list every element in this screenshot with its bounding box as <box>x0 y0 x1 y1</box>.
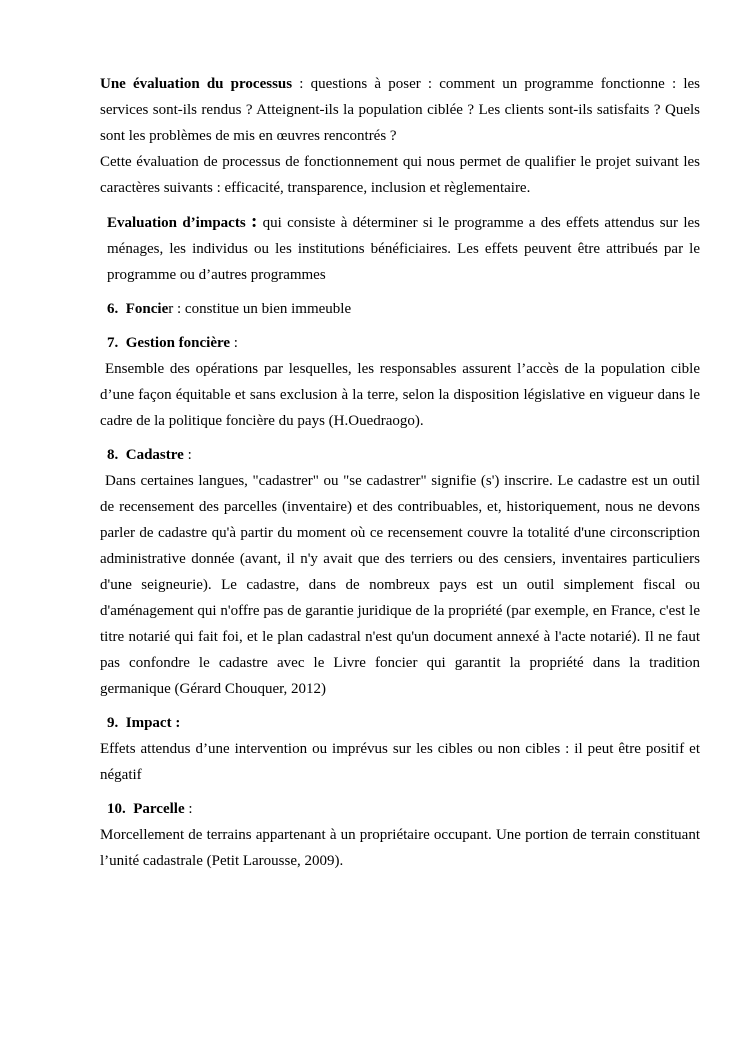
text-run: Effets attendus d’une intervention ou imprévus sur les cibles ou non cibles : il peut être positif et négatif <box>100 741 700 783</box>
text-run: Ensemble des opérations par lesquelles, les responsables assurent l’accès de la population cible d’une façon équitable et sans exclusion à la terre, selon la disposition législative en vigueur dans le cadre de la politique foncière du pays (H.Ouedraogo). <box>100 361 700 429</box>
paragraph-cette-evaluation <box>100 149 700 201</box>
text-run: : <box>184 801 193 817</box>
item-6-foncier <box>100 296 700 322</box>
text-run-bold: 6. Foncie <box>107 301 169 317</box>
item-10-parcelle-heading <box>100 796 700 822</box>
text-run: Cette évaluation de processus de fonctionnement qui nous permet de qualifier le projet suivant les caractères suivants : efficacité, transparence, inclusion et règlementaire. <box>100 154 700 196</box>
text-run: r : constitue un bien immeuble <box>168 301 352 317</box>
item-10-parcelle-body <box>100 822 700 874</box>
item-9-impact-heading <box>100 710 700 736</box>
text-run: Morcellement de terrains appartenant à un propriétaire occupant. Une portion de terrain constituant l’unité cadastrale (Petit Larousse, 2009). <box>100 827 700 869</box>
text-run-bold: Une évaluation du processus <box>100 76 293 92</box>
text-run: : <box>183 447 192 463</box>
text-run: Dans certaines langues, "cadastrer" ou "se cadastrer" signifie (s') inscrire. Le cadastre est un outil de recensement des parcelles (inventaire) et des contribuables, et, historiquement, nous ne devons parler de cadastre qu'à partir du moment où ce recensement couvre la totalité d'une circonscription administrative donnée (avant, il n'y avait que des terriers ou des censiers, inventaires particuliers d'une seigneurie). Le cadastre, dans de nombreux pays est un outil simplement fiscal ou d'aménagement qui n'offre pas de garantie juridique de la propriété (par exemple, en France, c'est le titre notarié qui fait foi, et le plan cadastral n'est qu'un document annexé à l'acte notarié). Il ne faut pas confondre le cadastre avec le Livre foncier qui garantit la propriété dans la tradition germanique (Gérard Chouquer, 2012) <box>100 473 700 697</box>
paragraph-evaluation-processus <box>100 71 700 149</box>
item-8-cadastre-body <box>100 468 700 702</box>
text-run: : questions à poser : comment un programme fonctionne : les services sont-ils rendus ? Atteignent-ils la population ciblée ? Les clients sont-ils satisfaits ? Quels sont les problèmes de mis en œuvres rencontrés ? <box>100 76 700 144</box>
text-run-bold: 8. Cadastre <box>107 447 184 463</box>
item-8-cadastre-heading <box>100 442 700 468</box>
text-run-bold: 7. Gestion foncière <box>107 335 231 351</box>
item-9-impact-body <box>100 736 700 788</box>
text-run-bold: : <box>250 211 258 232</box>
text-run: : <box>230 335 238 351</box>
item-7-gestion-fonciere-heading <box>100 330 700 356</box>
text-run-bold: Evaluation d’impacts <box>107 215 251 231</box>
item-7-gestion-fonciere-body <box>100 356 700 434</box>
text-run-bold: 9. Impact : <box>107 715 181 731</box>
paragraph-evaluation-impacts <box>100 209 700 288</box>
text-run-bold: 10. Parcelle <box>107 801 185 817</box>
text-run: qui consiste à déterminer si le programme a des effets attendus sur les ménages, les individus ou les institutions bénéficiaires. Les effets peuvent être attribués par le programme ou d’autres programmes <box>107 215 700 283</box>
